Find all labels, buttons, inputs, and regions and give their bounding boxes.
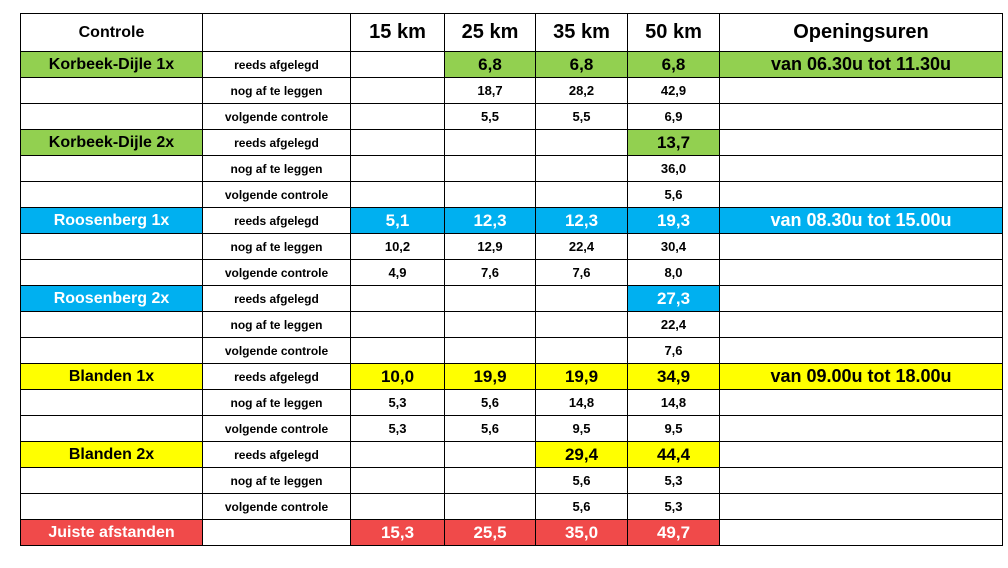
- value-cell-15km: [351, 312, 445, 338]
- value-cell-35km: 9,5: [536, 416, 628, 442]
- controle-name-cell: Blanden 1x: [21, 364, 203, 390]
- measure-label-cell: volgende controle: [203, 260, 351, 286]
- value-cell-35km: 5,5: [536, 104, 628, 130]
- opening-hours-cell: van 09.00u tot 18.00u: [720, 364, 1003, 390]
- table-row: [21, 130, 1003, 156]
- value-cell-25km: [445, 494, 536, 520]
- value-cell-35km: 22,4: [536, 234, 628, 260]
- header-row: [21, 14, 1003, 52]
- opening-hours-cell: [720, 78, 1003, 104]
- value-cell-15km: [351, 468, 445, 494]
- value-cell-25km: 12,3: [445, 208, 536, 234]
- measure-label-cell: reeds afgelegd: [203, 364, 351, 390]
- measure-label-cell: reeds afgelegd: [203, 286, 351, 312]
- controle-name-cell: Roosenberg 2x: [21, 286, 203, 312]
- value-cell-50km: 27,3: [628, 286, 720, 312]
- opening-hours-cell: [720, 234, 1003, 260]
- opening-hours-cell: [720, 442, 1003, 468]
- value-cell-50km: 22,4: [628, 312, 720, 338]
- distance-table: [20, 13, 1003, 546]
- controle-name-cell: [21, 156, 203, 182]
- value-cell-50km: 9,5: [628, 416, 720, 442]
- value-cell-15km: 5,1: [351, 208, 445, 234]
- controle-name-cell: Korbeek-Dijle 1x: [21, 52, 203, 78]
- measure-label-cell: nog af te leggen: [203, 234, 351, 260]
- value-cell-35km: [536, 156, 628, 182]
- opening-hours-cell: [720, 286, 1003, 312]
- value-cell-15km: 4,9: [351, 260, 445, 286]
- value-cell-50km: 5,3: [628, 468, 720, 494]
- value-cell-25km: [445, 130, 536, 156]
- value-cell-15km: [351, 156, 445, 182]
- value-cell-50km: 7,6: [628, 338, 720, 364]
- value-cell-50km: 6,8: [628, 52, 720, 78]
- opening-hours-cell: [720, 312, 1003, 338]
- value-cell-25km: 18,7: [445, 78, 536, 104]
- value-cell-15km: 5,3: [351, 390, 445, 416]
- table-row: [21, 104, 1003, 130]
- measure-label-cell: reeds afgelegd: [203, 208, 351, 234]
- opening-hours-cell: [720, 130, 1003, 156]
- value-cell-15km: [351, 442, 445, 468]
- table-row: [21, 442, 1003, 468]
- controle-name-cell: [21, 78, 203, 104]
- table-row: [21, 416, 1003, 442]
- controle-name-cell: [21, 312, 203, 338]
- header-15km: 15 km: [351, 14, 445, 52]
- opening-hours-cell: [720, 494, 1003, 520]
- value-cell-25km: [445, 286, 536, 312]
- value-cell-25km: [445, 312, 536, 338]
- opening-hours-cell: [720, 156, 1003, 182]
- value-cell-50km: 5,3: [628, 494, 720, 520]
- measure-label-cell: volgende controle: [203, 494, 351, 520]
- header-openingsuren: Openingsuren: [720, 14, 1003, 52]
- value-cell-15km: [351, 78, 445, 104]
- value-cell-35km: 6,8: [536, 52, 628, 78]
- value-cell-15km: 10,0: [351, 364, 445, 390]
- value-cell-15km: [351, 286, 445, 312]
- measure-label-cell: nog af te leggen: [203, 312, 351, 338]
- value-cell-25km: [445, 442, 536, 468]
- value-cell-15km: [351, 338, 445, 364]
- table-row: [21, 260, 1003, 286]
- measure-label-cell: volgende controle: [203, 104, 351, 130]
- value-cell-15km: [351, 130, 445, 156]
- measure-label-cell: volgende controle: [203, 182, 351, 208]
- value-cell-50km: 34,9: [628, 364, 720, 390]
- value-cell-35km: 14,8: [536, 390, 628, 416]
- value-cell-25km: 7,6: [445, 260, 536, 286]
- value-cell-50km: 19,3: [628, 208, 720, 234]
- controle-name-cell: Korbeek-Dijle 2x: [21, 130, 203, 156]
- table-row: [21, 234, 1003, 260]
- value-cell-35km: 28,2: [536, 78, 628, 104]
- controle-name-cell: [21, 182, 203, 208]
- value-cell-35km: 5,6: [536, 494, 628, 520]
- value-cell-25km: 19,9: [445, 364, 536, 390]
- table-row: [21, 286, 1003, 312]
- value-cell-35km: [536, 182, 628, 208]
- opening-hours-cell: [720, 182, 1003, 208]
- value-cell-35km: [536, 130, 628, 156]
- measure-label-cell: volgende controle: [203, 338, 351, 364]
- controle-name-cell: [21, 338, 203, 364]
- value-cell-25km: 5,6: [445, 390, 536, 416]
- value-cell-15km: [351, 182, 445, 208]
- opening-hours-cell: van 06.30u tot 11.30u: [720, 52, 1003, 78]
- value-cell-35km: 12,3: [536, 208, 628, 234]
- opening-hours-cell: [720, 338, 1003, 364]
- value-cell-15km: [351, 494, 445, 520]
- table-row: [21, 208, 1003, 234]
- value-cell-35km: 29,4: [536, 442, 628, 468]
- value-cell-50km: 49,7: [628, 520, 720, 546]
- table-row: [21, 520, 1003, 546]
- value-cell-50km: 44,4: [628, 442, 720, 468]
- opening-hours-cell: [720, 416, 1003, 442]
- table-row: [21, 78, 1003, 104]
- value-cell-25km: [445, 468, 536, 494]
- value-cell-15km: 10,2: [351, 234, 445, 260]
- header-50km: 50 km: [628, 14, 720, 52]
- measure-label-cell: reeds afgelegd: [203, 52, 351, 78]
- table-row: [21, 364, 1003, 390]
- value-cell-50km: 30,4: [628, 234, 720, 260]
- value-cell-50km: 14,8: [628, 390, 720, 416]
- measure-label-cell: nog af te leggen: [203, 468, 351, 494]
- value-cell-25km: [445, 156, 536, 182]
- table-row: [21, 494, 1003, 520]
- opening-hours-cell: [720, 468, 1003, 494]
- table-row: [21, 156, 1003, 182]
- controle-name-cell: [21, 468, 203, 494]
- value-cell-35km: [536, 312, 628, 338]
- value-cell-15km: [351, 104, 445, 130]
- table-row: [21, 312, 1003, 338]
- table-row: [21, 338, 1003, 364]
- header-blank: [203, 14, 351, 52]
- value-cell-50km: 42,9: [628, 78, 720, 104]
- value-cell-35km: 19,9: [536, 364, 628, 390]
- table-row: [21, 182, 1003, 208]
- value-cell-15km: [351, 52, 445, 78]
- opening-hours-cell: [720, 260, 1003, 286]
- controle-name-cell: Juiste afstanden: [21, 520, 203, 546]
- value-cell-35km: [536, 286, 628, 312]
- controle-name-cell: [21, 390, 203, 416]
- value-cell-25km: [445, 182, 536, 208]
- value-cell-25km: 6,8: [445, 52, 536, 78]
- controle-name-cell: [21, 104, 203, 130]
- value-cell-25km: 25,5: [445, 520, 536, 546]
- value-cell-50km: 8,0: [628, 260, 720, 286]
- opening-hours-cell: [720, 104, 1003, 130]
- value-cell-15km: 15,3: [351, 520, 445, 546]
- value-cell-35km: 7,6: [536, 260, 628, 286]
- controle-name-cell: [21, 494, 203, 520]
- opening-hours-cell: van 08.30u tot 15.00u: [720, 208, 1003, 234]
- opening-hours-cell: [720, 390, 1003, 416]
- value-cell-15km: 5,3: [351, 416, 445, 442]
- measure-label-cell: reeds afgelegd: [203, 442, 351, 468]
- value-cell-50km: 6,9: [628, 104, 720, 130]
- value-cell-35km: 35,0: [536, 520, 628, 546]
- measure-label-cell: nog af te leggen: [203, 156, 351, 182]
- value-cell-35km: 5,6: [536, 468, 628, 494]
- header-25km: 25 km: [445, 14, 536, 52]
- controle-name-cell: Blanden 2x: [21, 442, 203, 468]
- table-row: [21, 468, 1003, 494]
- value-cell-25km: 5,6: [445, 416, 536, 442]
- controle-name-cell: Roosenberg 1x: [21, 208, 203, 234]
- table-row: [21, 52, 1003, 78]
- value-cell-25km: [445, 338, 536, 364]
- table-row: [21, 390, 1003, 416]
- controle-name-cell: [21, 416, 203, 442]
- controle-name-cell: [21, 234, 203, 260]
- header-35km: 35 km: [536, 14, 628, 52]
- value-cell-50km: 5,6: [628, 182, 720, 208]
- value-cell-25km: 5,5: [445, 104, 536, 130]
- measure-label-cell: nog af te leggen: [203, 78, 351, 104]
- measure-label-cell: nog af te leggen: [203, 390, 351, 416]
- value-cell-35km: [536, 338, 628, 364]
- measure-label-cell: [203, 520, 351, 546]
- controle-name-cell: [21, 260, 203, 286]
- header-controle: Controle: [21, 14, 203, 52]
- value-cell-25km: 12,9: [445, 234, 536, 260]
- value-cell-50km: 13,7: [628, 130, 720, 156]
- value-cell-50km: 36,0: [628, 156, 720, 182]
- opening-hours-cell: [720, 520, 1003, 546]
- measure-label-cell: reeds afgelegd: [203, 130, 351, 156]
- measure-label-cell: volgende controle: [203, 416, 351, 442]
